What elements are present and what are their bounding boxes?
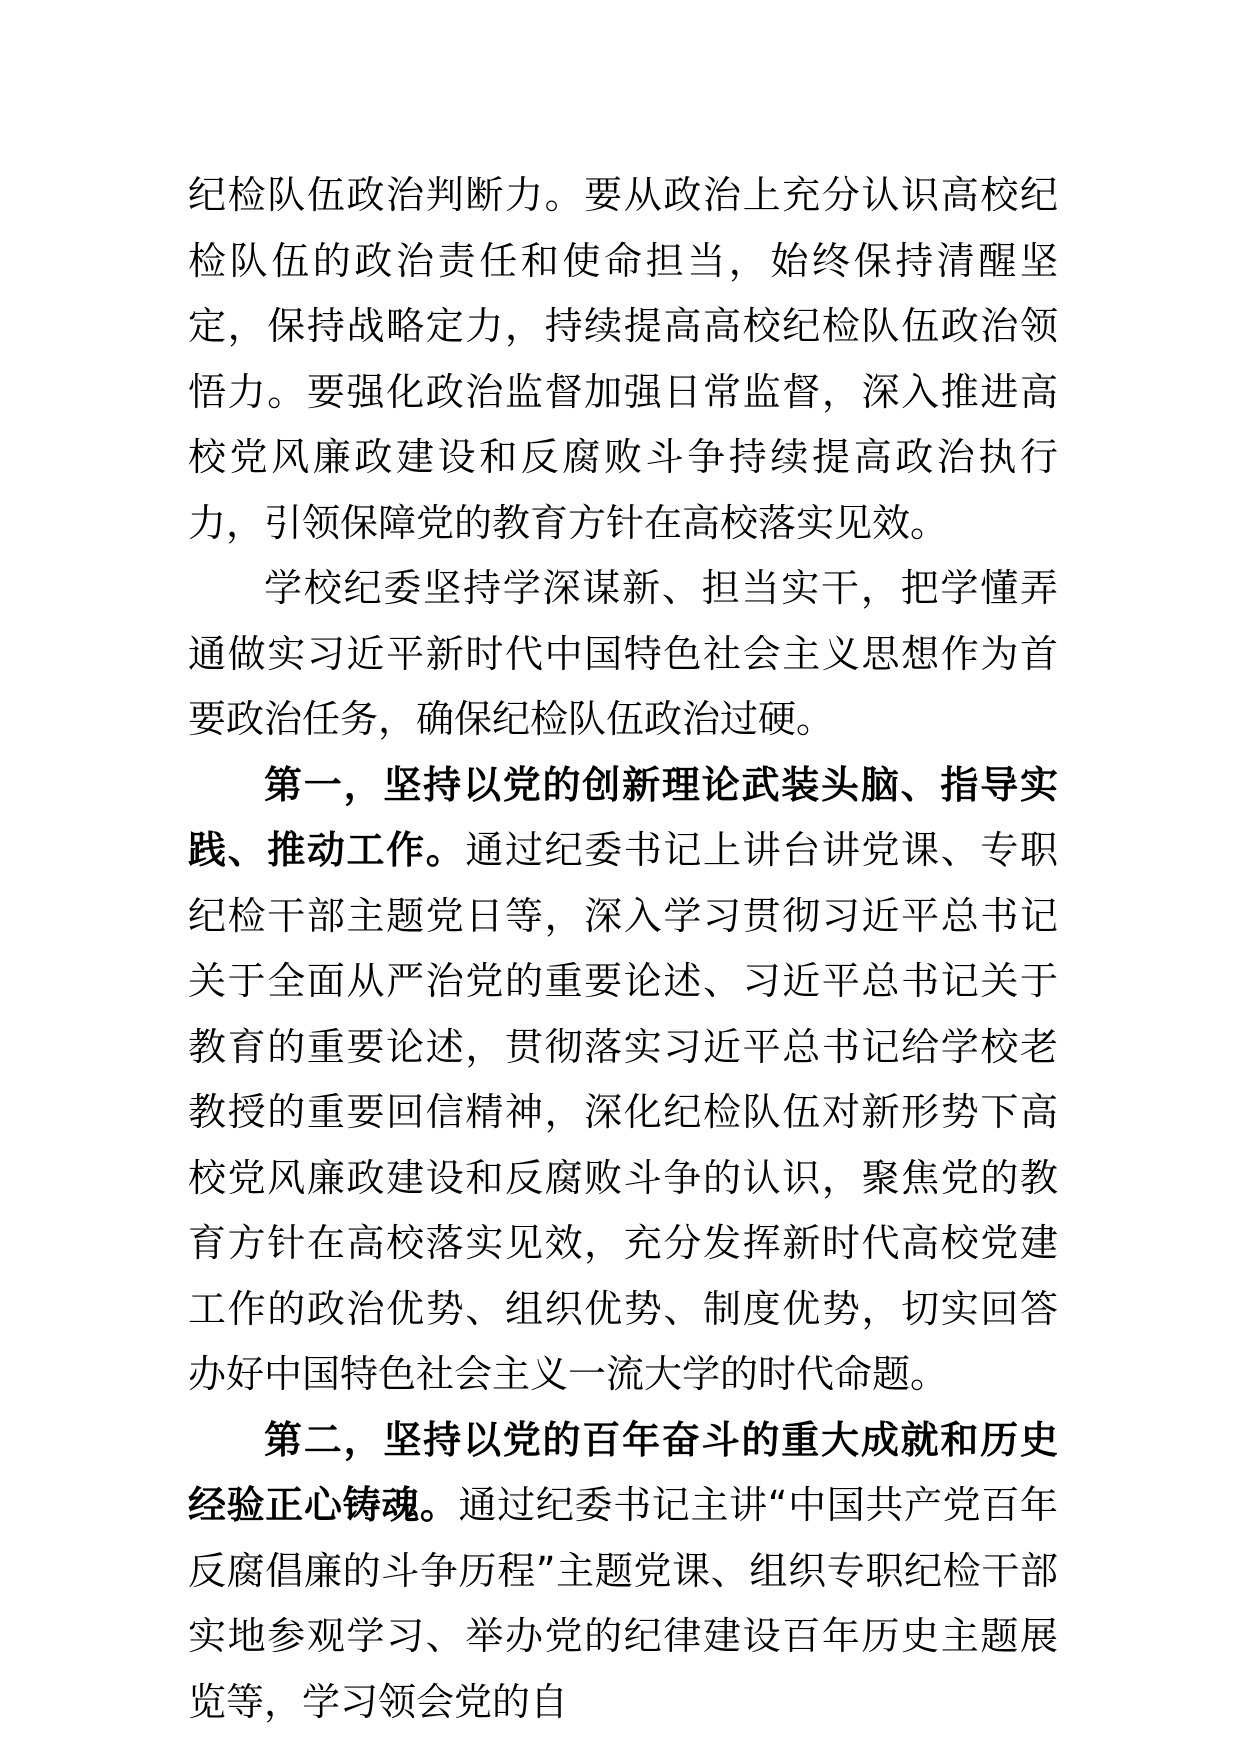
paragraph-text: 学校纪委坚持学深谋新、担当实干，把学懂弄通做实习近平新时代中国特色社会主义思想作为首要政治任务，确保纪检队伍政治过硬。 [188, 566, 1058, 741]
paragraph-point-one [188, 753, 1058, 1408]
paragraph-text: 纪检队伍政治判断力。要从政治上充分认识高校纪检队伍的政治责任和使命担当，始终保持清醒坚定，保持战略定力，持续提高高校纪检队伍政治领悟力。要强化政治监督加强日常监督，深入推进高校党风廉政建设和反腐败斗争持续提高政治执行力，引领保障党的教育方针在高校落实见效。 [188, 173, 1058, 545]
paragraph-continued [188, 163, 1058, 556]
paragraph-text: 通过纪委书记上讲台讲党课、专职纪检干部主题党日等，深入学习贯彻习近平总书记关于全面从严治党的重要论述、习近平总书记关于教育的重要论述，贯彻落实习近平总书记给学校老教授的重要回信精神，深化纪检队伍对新形势下高校党风廉政建设和反腐败斗争的认识，聚焦党的教育方针在高校落实见效，充分发挥新时代高校党建工作的政治优势、组织优势、制度优势，切实回答办好中国特色社会主义一流大学的时代命题。 [188, 828, 1058, 1396]
paragraph-text: 通过纪委书记主讲“中国共产党百年反腐倡廉的斗争历程”主题党课、组织专职纪检干部实地参观学习、举办党的纪律建设百年历史主题展览等，学习领会党的自 [188, 1483, 1058, 1724]
paragraph-point-two [188, 1408, 1058, 1736]
paragraph-intro [188, 556, 1058, 753]
paragraph-heading: 第一，坚持以党的创新理论武装头脑、指导实践、推动工作。 [188, 762, 1058, 872]
paragraph-heading: 第二，坚持以党的百年奋斗的重大成就和历史经验正心铸魂。 [188, 1417, 1058, 1527]
document-page [188, 163, 1058, 1735]
